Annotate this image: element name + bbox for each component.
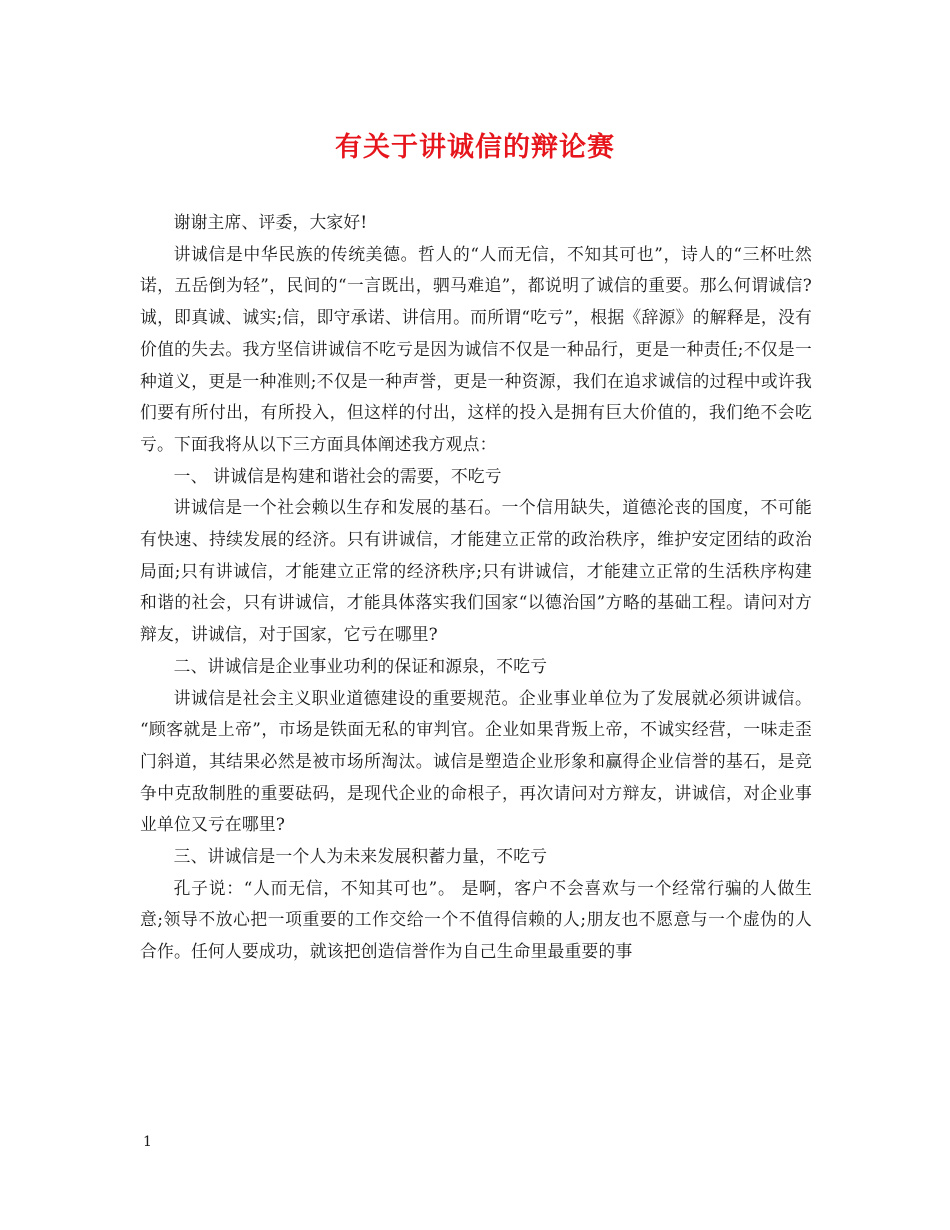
document-title: 有关于讲诚信的辩论赛	[335, 132, 615, 163]
document-body	[140, 207, 812, 968]
heading-point-three: 三、讲诚信是一个人为未来发展积蓄力量，不吃亏	[173, 846, 548, 867]
paragraph-point-three: 孔子说：“人而无信，不知其可也”。 是啊，客户不会喜欢与一个经常行骗的人做生意;领导不放心把一项重要的工作交给一个不值得信赖的人;朋友也不愿意与一个虚伪的人合作。任何人要成功，就该把创造信誉作为自己生命里最重要的事	[140, 877, 812, 962]
paragraph-introduction: 讲诚信是中华民族的传统美德。哲人的“人而无信，不知其可也”，诗人的“三杯吐然诺，五岳倒为轻”，民间的“一言既出，驷马难追”，都说明了诚信的重要。那么何谓诚信?诚，即真诚、诚实;信，即守承诺、讲信用。而所谓“吃亏”，根据《辞源》的解释是，没有价值的失去。我方坚信讲诚信不吃亏是因为诚信不仅是一种品行，更是一种责任;不仅是一种道义，更是一种准则;不仅是一种声誉，更是一种资源，我们在追求诚信的过程中或许我们要有所付出，有所投入，但这样的付出，这样的投入是拥有巨大价值的，我们绝不会吃亏。下面我将从以下三方面具体阐述我方观点：	[140, 243, 812, 454]
paragraph-point-two: 讲诚信是社会主义职业道德建设的重要规范。企业事业单位为了发展就必须讲诚信。 “顾客就是上帝”，市场是铁面无私的审判官。企业如果背叛上帝，不诚实经营，一味走歪门斜道，其结果必然是被市场所淘汰。诚信是塑造企业形象和赢得企业信誉的基石，是竞争中克敌制胜的重要砝码，是现代企业的命根子，再次请问对方辩友，讲诚信，对企业事业单位又亏在哪里?	[140, 687, 812, 835]
paragraph-greeting: 谢谢主席、评委，大家好!	[173, 212, 368, 232]
page-number: 1	[143, 1134, 152, 1150]
heading-point-two: 二、讲诚信是企业事业功利的保证和源泉，不吃亏	[173, 655, 548, 676]
heading-point-one: 一、 讲诚信是构建和谐社会的需要，不吃亏	[173, 465, 502, 486]
paragraph-point-one: 讲诚信是一个社会赖以生存和发展的基石。一个信用缺失，道德沦丧的国度，不可能有快速、持续发展的经济。只有讲诚信，才能建立正常的政治秩序，维护安定团结的政治局面;只有讲诚信，才能建立正常的经济秩序;只有讲诚信，才能建立正常的生活秩序构建和谐的社会，只有讲诚信，才能具体落实我们国家“以德治国”方略的基础工程。请问对方辩友，讲诚信，对于国家，它亏在哪里?	[140, 497, 812, 645]
